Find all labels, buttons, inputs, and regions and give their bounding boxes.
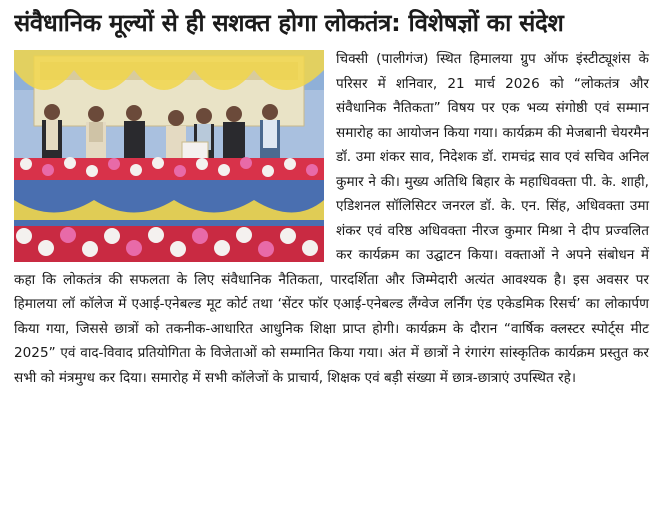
flower-row-lower — [14, 226, 324, 262]
event-photo — [14, 50, 324, 262]
article-headline: संवैधानिक मूल्यों से ही सशक्त होगा लोकतंत्र: विशेषज्ञों का संदेश — [14, 9, 564, 37]
flower-row-upper — [14, 157, 324, 180]
article-text: चिक्सी (पालीगंज) स्थित हिमालया ग्रुप ऑफ इंस्टीट्यूशंस के परिसर में शनिवार, 21 मार्च 2026 को “लोकतंत्र और संवैधानिक नैतिकता” विषय पर एक भव्य संगोष्ठी एवं सम्मान समारोह का आयोजन किया गया। कार्यक्रम की मेजबानी चेयरमैन डॉ. उमा शंकर साव, निदेशक डॉ. रामचंद्र साव एवं सचिव अनिल कुमार ने की। मुख्य अतिथि बिहार के महाधिवक्ता पी. के. शाही, एडिशनल सॉलिसिटर जनरल डॉ. के. एन. सिंह, अधिवक्ता उमा शंकर एवं वरिष्ठ अधिवक्ता नीरज कुमार मिश्रा ने दीप प्रज्वलित कर कार्यक्रम का उद्घाटन किया। वक्ताओं ने अपने संबोधन में कहा कि लोकतंत्र की सफलता के लिए संवैधानिक नैतिकता, पारदर्शिता और जिम्मेदारी अत्यंत आवश्यक है। इस अवसर पर हिमालया लॉ कॉलेज में एआई-एनेबल्ड मूट कोर्ट तथा ‘सेंटर फॉर एआई-एनेबल्ड लैंग्वेज लर्निंग एंड एकेडमिक रिसर्च’ का लोकार्पण किया गया, जिससे छात्रों को तकनीक-आधारित आधुनिक शिक्षा प्राप्त होगी। कार्यक्रम के दौरान “वार्षिक क्लस्टर स्पोर्ट्स मीट 2025” एवं वाद-विवाद प्रतियोगिता के विजेताओं को सम्मानित किया गया। अंत में छात्रों ने रंगारंग सांस्कृतिक कार्यक्रम प्रस्तुत कर सभी को मंत्रमुग्ध कर दिया। समारोह में सभी कॉलेजों के प्राचार्य, शिक्षक एवं बड़ी संख्या में छात्र-छात्राएं उपस्थित रहे। — [14, 51, 649, 386]
article-body — [14, 47, 649, 390]
event-photo-illustration — [14, 50, 324, 262]
